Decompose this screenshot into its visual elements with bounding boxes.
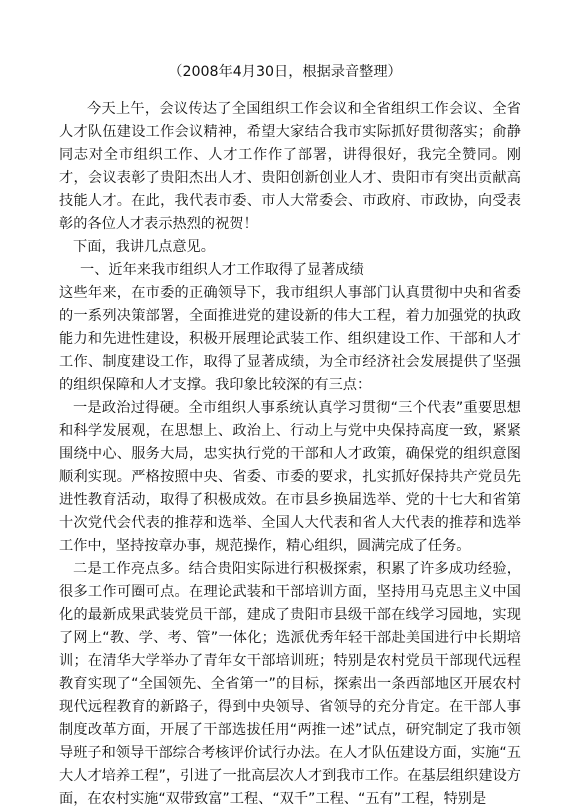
opening-paragraph: 今天上午，会议传达了全国组织工作会议和全省组织工作会议、全省人才队伍建设工作会议精神，希望大家结合我市实际抓好贯彻落实；俞静同志对全市组织工作、人才工作作了部署，讲得很好，我完全赞同。刚才，会议表彰了贵阳杰出人才、贵阳创新创业人才、贵阳市有突出贡献高技能人才。在此，我代表市委、市人大常委会、市政府、市政协，向受表彰的各位人才表示热烈的祝贺！ [59, 101, 521, 232]
transition-paragraph: 下面，我讲几点意见。 [73, 239, 215, 255]
body-paragraph: 这些年来，在市委的正确领导下，我市组织人事部门认真贯彻中央和省委的一系列决策部署，全面推进党的建设新的伟大工程，着力加强党的执政能力和先进性建设，积极开展理论武装工作、组织建设工作、干部和人才工作、制度建设工作，取得了显著成绩，为全市经济社会发展提供了坚强的组织保障和人才支撑。我印象比较深的有三点： [59, 285, 521, 393]
point-one-paragraph: 一是政治过得硬。全市组织人事系统认真学习贯彻“三个代表”重要思想和科学发展观，在思想上、政治上、行动上与党中央保持高度一致，紧紧围绕中心、服务大局，忠实执行党的干部和人才政策，确保党的组织意图顺利实现。严格按照中央、省委、市委的要求，扎实抓好保持共产党员先进性教育活动，取得了积极成效。在市县乡换届选举、党的十七大和省第十次党代会代表的推荐和选举、全国人大代表和省人大代表的推荐和选举工作中，坚持按章办事，规范操作，精心组织，圆满完成了任务。 [59, 400, 521, 554]
point-two-paragraph: 二是工作亮点多。结合贵阳实际进行积极探索，积累了许多成功经验，很多工作可圈可点。在理论武装和干部培训方面，坚持用马克思主义中国化的最新成果武装党员干部，建成了贵阳市县级干部在线学习园地，实现了网上“教、学、考、管”一体化；选派优秀年轻干部赴美国进行中长期培训；在清华大学举办了青年女干部培训班；特别是农村党员干部现代远程教育实现了“全国领先、全省第一”的目标，探索出一条西部地区开展农村现代远程教育的新路子，得到中央领导、省领导的充分肯定。在干部人事制度改革方面，开展了干部选拔任用“两推一述”试点，研究制定了我市领导班子和领导干部综合考核评价试行办法。在人才队伍建设方面，实施“五大人才培养工程”，引进了一批高层次人才到我市工作。在基层组织建设方面，在农村实施“双带致富”工程、“双千”工程、“五有”工程，特别是 [59, 561, 521, 807]
document-body [59, 98, 521, 811]
section-heading: 一、近年来我市组织人才工作取得了显著成绩 [80, 262, 364, 278]
date-note: （2008年4月30日，根据录音整理） [168, 64, 402, 80]
